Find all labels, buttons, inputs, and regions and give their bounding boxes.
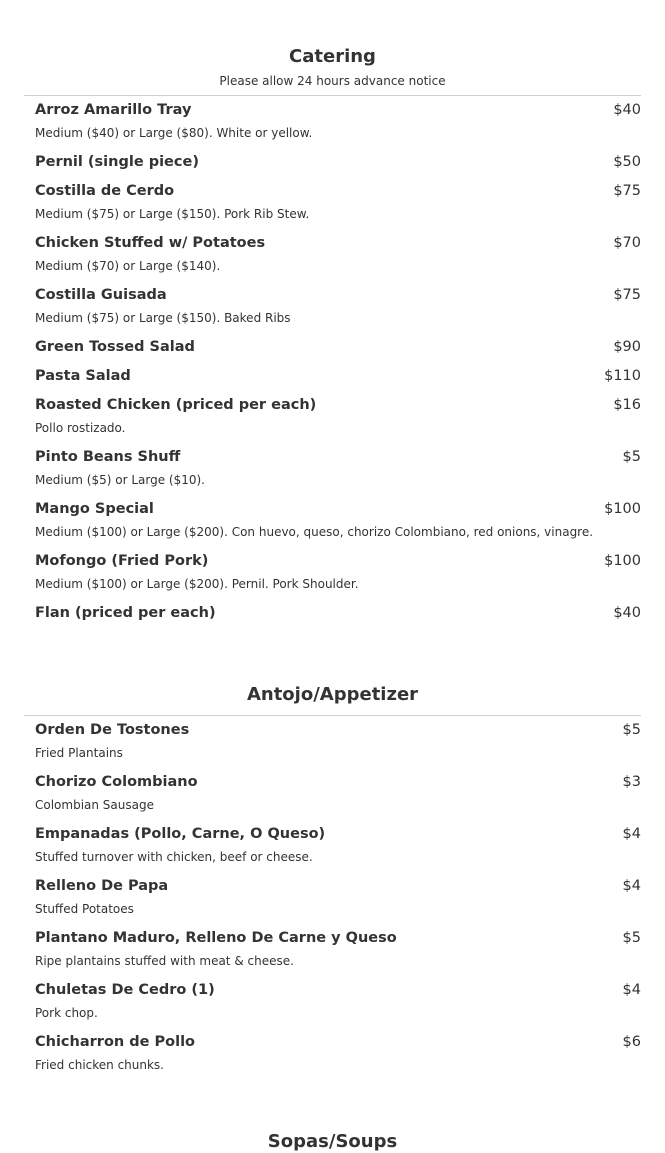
menu-item-name: Costilla de Cerdo [35,183,175,199]
menu-item-list [24,96,641,628]
menu-item-name: Costilla Guisada [35,287,167,303]
menu-item-row [35,820,641,849]
menu-item [35,148,641,177]
menu-item-name: Roasted Chicken (priced per each) [35,397,317,413]
menu-item [35,333,641,362]
menu-item-price: $70 [613,235,641,251]
menu-item-description: Stuffed turnover with chicken, beef or cheese. [35,850,313,864]
menu-item-name: Empanadas (Pollo, Carne, O Queso) [35,826,326,842]
menu-item-row [35,547,641,576]
menu-item [35,229,641,281]
menu-item-price: $4 [622,878,641,894]
menu-item-row [35,495,641,524]
menu-item-description: Medium ($5) or Large ($10). [35,473,205,487]
menu-item-description: Pork chop. [35,1006,98,1020]
section-title: Antojo/Appetizer [246,684,419,705]
section-appetizer [24,684,641,1080]
menu-item-row [35,716,641,745]
menu-item-price: $75 [613,287,641,303]
menu-item-description: Colombian Sausage [35,798,154,812]
menu-item [35,362,641,391]
menu-item-price: $6 [622,1034,641,1050]
menu-item-name: Green Tossed Salad [35,339,195,355]
menu-item-row [35,177,641,206]
menu-item-name: Chorizo Colombiano [35,774,198,790]
menu-item-price: $90 [613,339,641,355]
menu-item-name: Mango Special [35,501,154,517]
menu-item-row [35,333,641,362]
section-subtitle: Please allow 24 hours advance notice [219,74,446,88]
menu-item-row [35,976,641,1005]
menu-item [35,177,641,229]
menu-item-name: Flan (priced per each) [35,605,216,621]
menu-item-price: $100 [604,501,641,517]
menu-item-price: $100 [604,553,641,569]
menu-item-description: Fried chicken chunks. [35,1058,164,1072]
menu-item-name: Plantano Maduro, Relleno De Carne y Queso [35,930,397,946]
menu-item-row [35,96,641,125]
menu-item-price: $4 [622,982,641,998]
section-catering [24,46,641,628]
menu-item-row [35,229,641,258]
menu-item-description: Medium ($70) or Large ($140). [35,259,221,273]
menu-item-row [35,924,641,953]
menu-item-name: Pasta Salad [35,368,131,384]
menu-item-description: Medium ($100) or Large ($200). Con huevo, queso, chorizo Colombiano, red onions, vinagre. [35,525,594,539]
menu-item [35,391,641,443]
menu-item-name: Pinto Beans Shuff [35,449,181,465]
menu-item [35,96,641,148]
menu-item-price: $110 [604,368,641,384]
menu-item [35,443,641,495]
menu-item-name: Orden De Tostones [35,722,190,738]
menu-item-name: Arroz Amarillo Tray [35,102,192,118]
menu-item-row [35,872,641,901]
menu-item-name: Relleno De Papa [35,878,169,894]
menu-item-price: $5 [622,722,641,738]
section-soups [24,1131,641,1153]
menu-item-price: $40 [613,102,641,118]
menu-item-price: $50 [613,154,641,170]
menu-item [35,547,641,599]
menu-item-price: $40 [613,605,641,621]
menu-item-description: Ripe plantains stuffed with meat & cheese. [35,954,294,968]
menu-item-description: Medium ($75) or Large ($150). Pork Rib Stew. [35,207,310,221]
menu-item-price: $16 [613,397,641,413]
menu-item [35,716,641,768]
menu-item-row [35,391,641,420]
section-title: Sopas/Soups [267,1131,398,1152]
menu-item [35,924,641,976]
menu-item [35,976,641,1028]
menu-item [35,281,641,333]
menu-item-price: $75 [613,183,641,199]
menu-item-list [24,716,641,1080]
menu-item-price: $5 [622,449,641,465]
menu-item-name: Chuletas De Cedro (1) [35,982,215,998]
menu-item [35,599,641,628]
menu-item [35,768,641,820]
menu-item-name: Mofongo (Fried Pork) [35,553,209,569]
menu-item-name: Chicharron de Pollo [35,1034,196,1050]
menu-item-description: Medium ($100) or Large ($200). Pernil. Pork Shoulder. [35,577,359,591]
menu-item-name: Chicken Stuffed w/ Potatoes [35,235,266,251]
menu-item-description: Medium ($40) or Large ($80). White or yellow. [35,126,313,140]
menu-item-row [35,443,641,472]
menu-item-row [35,1028,641,1057]
menu-item-description: Fried Plantains [35,746,123,760]
menu-item-description: Medium ($75) or Large ($150). Baked Ribs [35,311,291,325]
menu-item-row [35,281,641,310]
menu-item [35,872,641,924]
menu-item-description: Stuffed Potatoes [35,902,134,916]
menu-item-price: $5 [622,930,641,946]
section-title: Catering [289,46,376,67]
menu-item [35,1028,641,1080]
menu-item-name: Pernil (single piece) [35,154,199,170]
menu-item-row [35,599,641,628]
menu-item-price: $4 [622,826,641,842]
menu-item-row [35,768,641,797]
menu-item [35,820,641,872]
menu-item-description: Pollo rostizado. [35,421,126,435]
menu-item-row [35,362,641,391]
menu-item-row [35,148,641,177]
menu-item [35,495,641,547]
menu-item-price: $3 [622,774,641,790]
